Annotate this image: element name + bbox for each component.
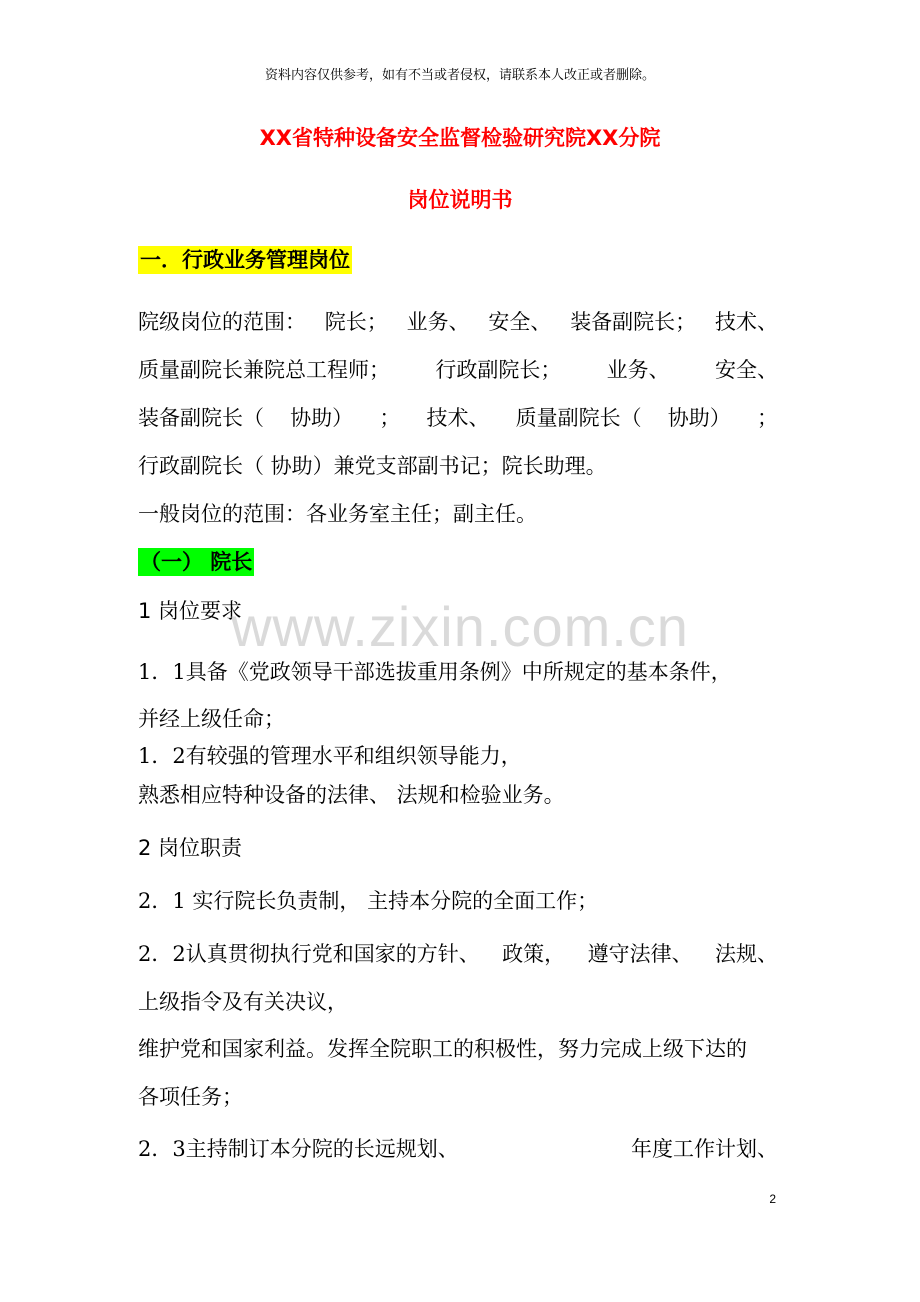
requirement-1-cont: 并经上级任命； bbox=[138, 707, 285, 731]
scope-text: 协助） bbox=[667, 406, 731, 430]
duty-1 bbox=[138, 885, 598, 915]
header-disclaimer: 资料内容仅供参考，如有不当或者侵权，请联系本人改正或者删除。 bbox=[264, 68, 655, 83]
scope-text: 装备副院长； bbox=[570, 310, 697, 334]
page-number: 2 bbox=[769, 1192, 776, 1206]
requirement-number: 1．1 bbox=[138, 660, 186, 684]
requirement-2 bbox=[138, 740, 522, 770]
duty-number: 2．3 bbox=[138, 1137, 186, 1161]
duty-2-cont-1: 上级指令及有关决议， bbox=[138, 990, 348, 1014]
scope-line-2 bbox=[138, 354, 778, 384]
scope-text: ； bbox=[379, 406, 401, 430]
duty-text-start bbox=[138, 1133, 459, 1163]
scope-text: 院长； bbox=[324, 310, 388, 334]
scope-text: 质量副院长（ bbox=[515, 406, 642, 430]
duty-text: 主持制订本分院的长远规划、 bbox=[185, 1137, 459, 1161]
requirement-1 bbox=[138, 656, 732, 686]
scope-text: 业务、 bbox=[406, 310, 470, 334]
scope-text: 安全、 bbox=[714, 358, 778, 382]
section-heading-text: 一．行政业务管理岗位 bbox=[140, 248, 350, 272]
requirement-2-cont: 熟悉相应特种设备的法律、 法规和检验业务。 bbox=[138, 783, 565, 807]
scope-text: 行政副院长； bbox=[435, 358, 562, 382]
subsection-heading-text: （一） 院长 bbox=[140, 550, 253, 574]
scope-text: 协助） bbox=[290, 406, 354, 430]
duty-number: 2．2 bbox=[138, 942, 186, 966]
duty-2-cont-3: 各项任务； bbox=[138, 1085, 243, 1109]
requirement-text: 具备《党政领导干部选拔重用条例》中所规定的基本条件， bbox=[185, 660, 732, 684]
duties-heading: 2 岗位职责 bbox=[138, 836, 243, 860]
duty-text: 实行院长负责制， 主持本分院的全面工作； bbox=[185, 889, 599, 913]
scope-text: 技术、 bbox=[426, 406, 490, 430]
duty-text: 年度工作计划、 bbox=[631, 1137, 778, 1161]
scope-text: 装备副院长（ bbox=[138, 406, 264, 430]
watermark: www.zixin.com.cn bbox=[231, 595, 689, 658]
document-title: XX省特种设备安全监督检验研究院XX分院 bbox=[259, 126, 661, 150]
scope-text: 技术、 bbox=[714, 310, 778, 334]
scope-text: 质量副院长兼院总工程师； bbox=[138, 358, 390, 382]
scope-text: ； bbox=[756, 406, 778, 430]
requirement-text: 有较强的管理水平和组织领导能力， bbox=[185, 744, 522, 768]
scope-line-1 bbox=[138, 306, 778, 336]
subsection-heading bbox=[138, 546, 254, 576]
document-subtitle: 岗位说明书 bbox=[407, 188, 513, 212]
duty-2-cont-2: 维护党和国家利益。发挥全院职工的积极性，努力完成上级下达的 bbox=[138, 1037, 747, 1061]
duty-text: 政策， bbox=[502, 942, 566, 966]
section-heading bbox=[138, 244, 352, 274]
requirements-heading: 1 岗位要求 bbox=[138, 599, 243, 623]
duty-text-start bbox=[138, 938, 480, 968]
requirement-number: 1．2 bbox=[138, 744, 186, 768]
scope-line-5: 一般岗位的范围：各业务室主任；副主任。 bbox=[138, 502, 537, 526]
scope-line-3 bbox=[138, 402, 778, 432]
scope-text: 院级岗位的范围： bbox=[138, 310, 306, 334]
duty-3 bbox=[138, 1133, 778, 1163]
scope-text: 安全、 bbox=[488, 310, 552, 334]
scope-line-4: 行政副院长（ 协助）兼党支部副书记；院长助理。 bbox=[138, 454, 607, 478]
duty-number: 2．1 bbox=[138, 889, 186, 913]
duty-text: 认真贯彻执行党和国家的方针、 bbox=[185, 942, 480, 966]
duty-text: 遵守法律、 bbox=[587, 942, 693, 966]
scope-text: 业务、 bbox=[606, 358, 670, 382]
duty-2 bbox=[138, 938, 778, 968]
duty-text: 法规、 bbox=[715, 942, 778, 966]
